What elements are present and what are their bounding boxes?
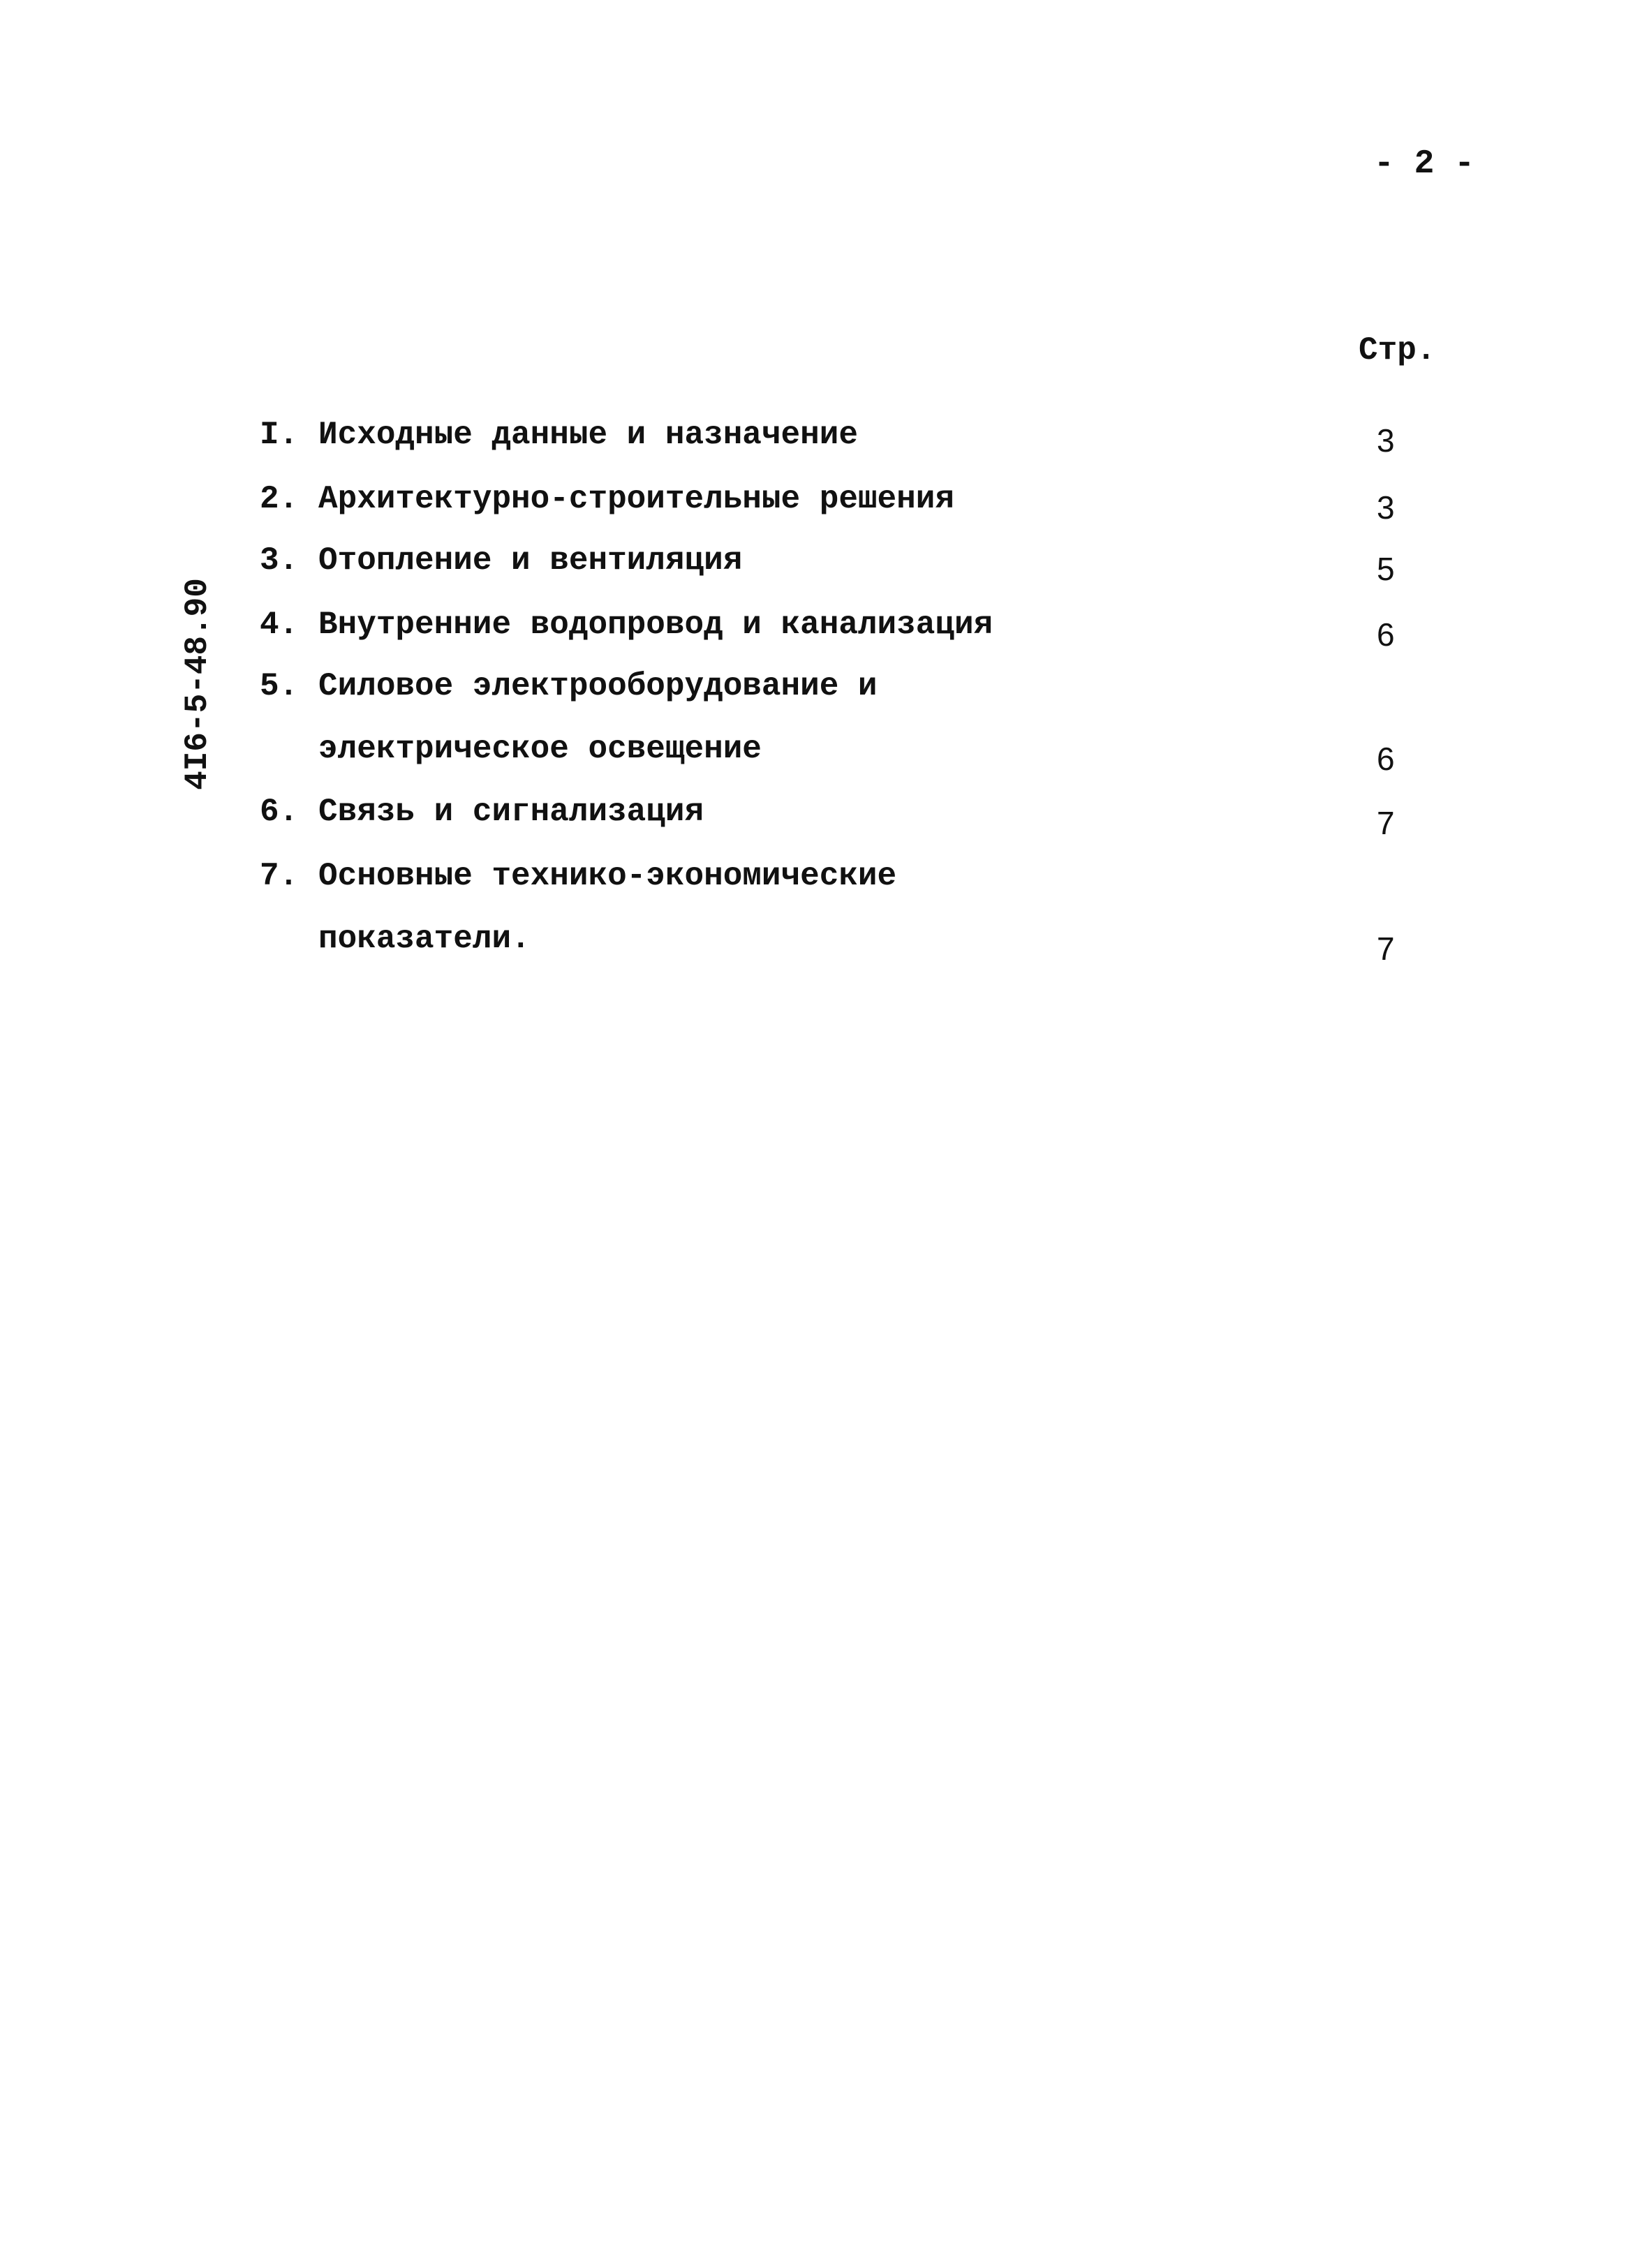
- toc-title: Отопление и вентиляция: [318, 542, 743, 579]
- toc-title-continued: показатели.: [318, 921, 531, 957]
- toc-number: 3.: [260, 542, 299, 579]
- toc-title: Силовое электрооборудование и: [318, 668, 878, 704]
- toc-number: 2.: [260, 481, 299, 517]
- page-column-header: Стр.: [1359, 332, 1436, 369]
- toc-page: 7: [1377, 931, 1395, 967]
- toc-number: 4.: [260, 607, 299, 643]
- toc-page: 6: [1377, 741, 1395, 777]
- toc-number: 7.: [260, 858, 299, 894]
- document-code-vertical: 4I6-5-48.90: [179, 578, 216, 790]
- toc-page: 5: [1377, 551, 1395, 587]
- toc-page: 6: [1377, 616, 1395, 653]
- toc-page: 3: [1377, 489, 1395, 526]
- toc-title: Основные технико-экономические: [318, 858, 897, 894]
- toc-page: 3: [1377, 422, 1395, 459]
- toc-title: Связь и сигнализация: [318, 794, 704, 830]
- toc-title: Внутренние водопровод и канализация: [318, 607, 993, 643]
- toc-title: Исходные данные и назначение: [318, 417, 858, 453]
- toc-number: 5.: [260, 668, 299, 704]
- toc-title: Архитектурно-строительные решения: [318, 481, 954, 517]
- page-number: - 2 -: [1374, 145, 1475, 183]
- toc-number: I.: [260, 417, 299, 453]
- toc-page: 7: [1377, 805, 1395, 841]
- toc-title-continued: электрическое освещение: [318, 731, 762, 767]
- toc-number: 6.: [260, 794, 299, 830]
